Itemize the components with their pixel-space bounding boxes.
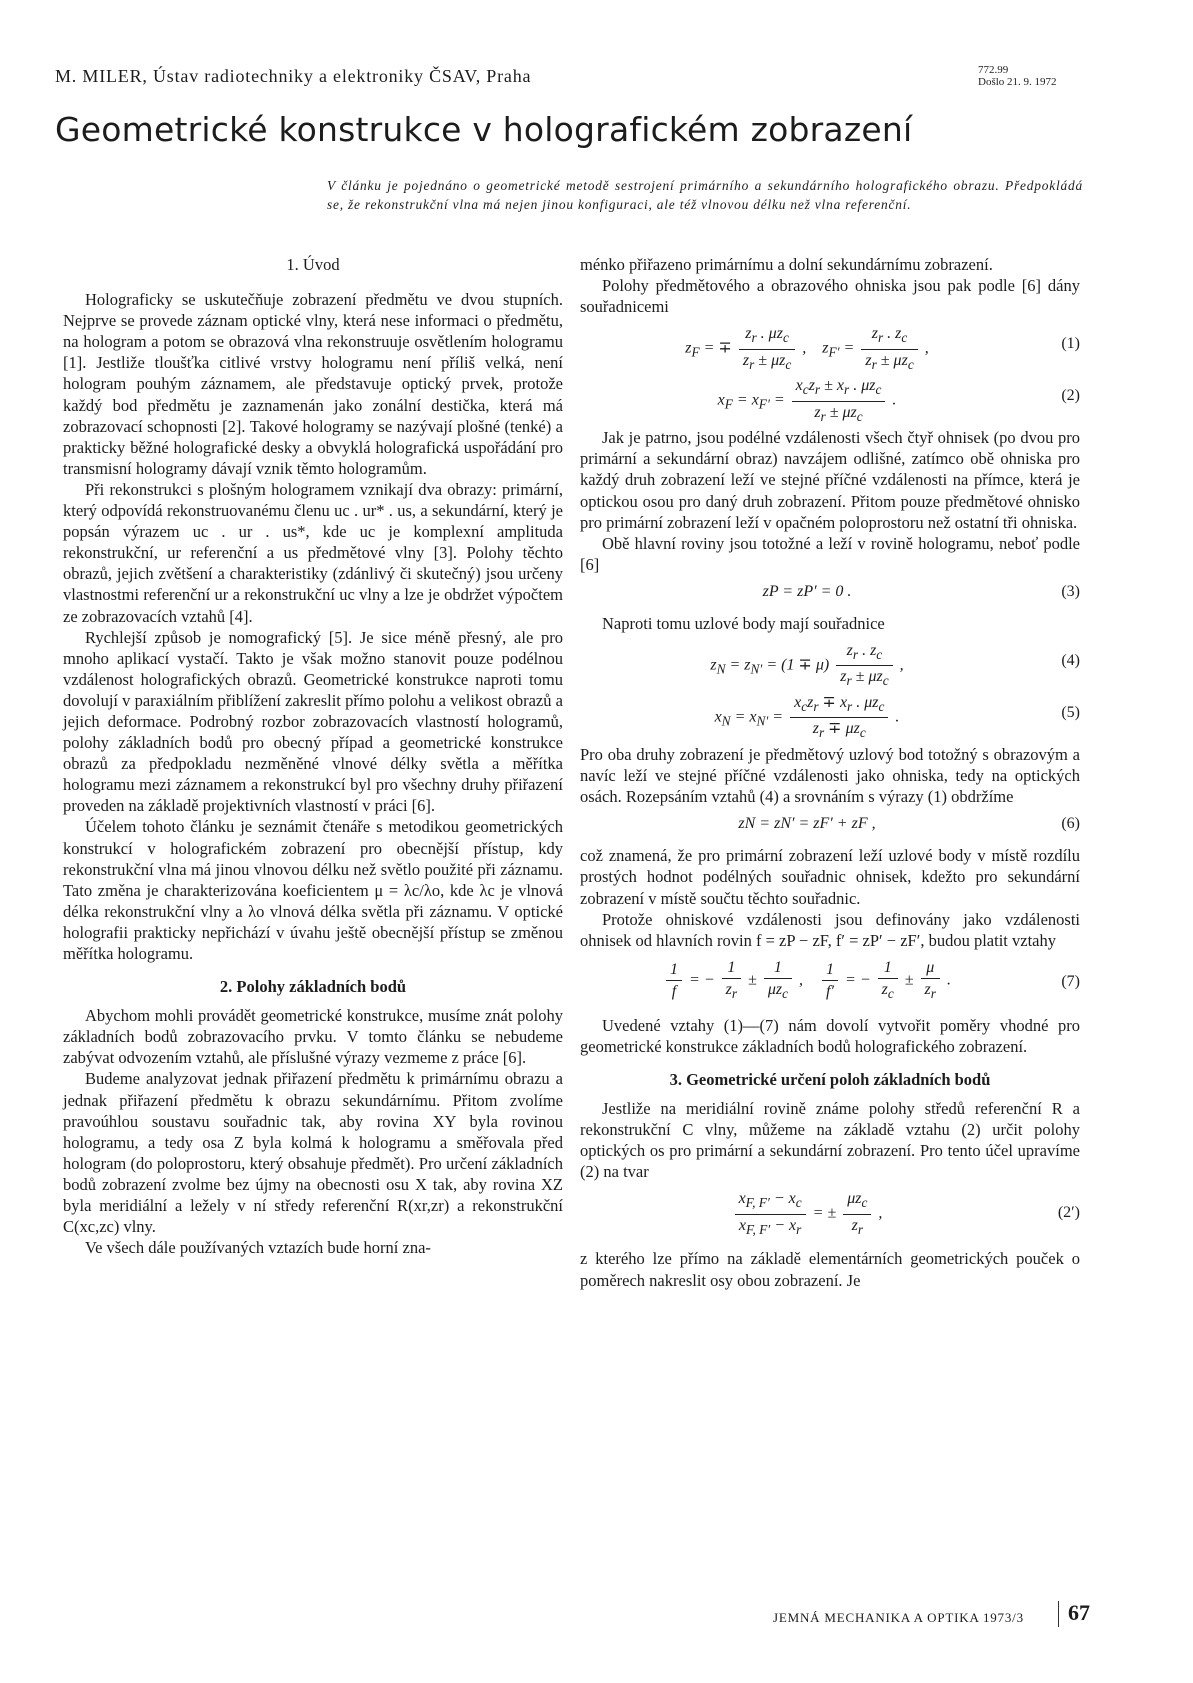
author-affiliation: M. MILER, Ústav radiotechniky a elektroniky ČSAV, Praha bbox=[55, 66, 532, 86]
abstract: V článku je pojednáno o geometrické metodě sestrojení primárního a sekundárního holografického obrazu. Předpokládá se, že rekonstrukční vlna má nejen jinou konfiguraci, ale též vlnovou délku než vlna referenční. bbox=[327, 178, 1083, 212]
equation-5: $x_N = x_{N'}$ = $\frac{x_cz_r \mp x_r . \mu z_c}{z_r \mp \mu z_c}$ . (5) bbox=[714, 694, 1080, 741]
equation-4: $z_N = z_{N'} = (1 \mp \mu)$ $\frac{z_r . z_c}{z_r \pm \mu z_c}$ , (4) bbox=[710, 642, 1080, 689]
paragraph: Účelem tohoto článku je seznámit čtenáře s metodikou geometrických konstrukcí v holografickém zobrazení pro obecnější přístup, kdy rekonstrukční vlna má jinou vlnovou délku než světlo použité při záznamu. Tato změna je charakterizována koeficientem μ = λc/λo, kde λc je vlnová délka rekonstrukční vlny a λo vlnová délka světla při záznamu. V optické holografii prakticky nepřichází v úvahu ještě obecnější přístup se změnou měřítka hologramu. bbox=[63, 817, 563, 963]
page-number: 67 bbox=[1068, 1600, 1090, 1625]
left-column bbox=[63, 254, 563, 1258]
right-column bbox=[580, 254, 1080, 1291]
equation-number: (5) bbox=[1061, 704, 1080, 722]
equation-7: $\frac{1}{f}$ = − $\frac{1}{z_r}$ ± $\frac{1}{\mu z_c}$ , $\frac{1}{f'}$ = − $\frac{1}{z_c}$ ± $\frac{\mu}{z_r}$ . (7) bbox=[580, 957, 1080, 1009]
equation-number: (1) bbox=[1061, 335, 1080, 353]
section-heading-intro: 1. Úvod bbox=[286, 255, 340, 274]
equation-number: (4) bbox=[1061, 652, 1080, 670]
paragraph: což znamená, že pro primární zobrazení leží uzlové body v místě rozdílu prostých hodnot podélných souřadnic ohnisek, kdežto pro sekundární zobrazení v místě součtu těchto souřadnic. bbox=[580, 846, 1080, 908]
equation-6 bbox=[580, 813, 1080, 839]
article-title: Geometrické konstrukce v holografickém zobrazení bbox=[55, 110, 913, 149]
paragraph: Uvedené vztahy (1)—(7) nám dovolí vytvořit poměry vhodné pro geometrické konstrukce základních bodů holografického zobrazení. bbox=[580, 1015, 1080, 1056]
equation-text: zN = zN′ = zF′ + zF , bbox=[738, 815, 876, 833]
equation-number: (7) bbox=[1061, 972, 1080, 990]
equation-2: $x_F = x_{F'}$ = $\frac{x_cz_r \pm x_r . \mu z_c}{z_r \pm \mu z_c}$ . (2) bbox=[717, 377, 1080, 424]
article-meta bbox=[978, 64, 1057, 88]
paragraph: z kterého lze přímo na základě elementárních geometrických pouček o poměrech nakreslit osy obou zobrazení. Je bbox=[580, 1249, 1080, 1290]
paragraph: Protože ohniskové vzdálenosti jsou definovány jako vzdálenosti ohnisek od hlavních rovin f = zP − zF, f′ = zP′ − zF′, budou platit vztahy bbox=[580, 909, 1080, 950]
paragraph: Holograficky se uskutečňuje zobrazení předmětu ve dvou stupních. Nejprve se provede záznam optické vlny, která nese informaci o předmětu, na hologram a potom se obrazová vlna rekonstruuje osvětlením hologramu [1]. Jestliže tloušťka citlivé vrstvy hologramu není příliš velká, není hologram pouhým záznamem, ale představuje optický prvek, protože každý bod předmětu je zaznamenán jako zonální destička, která má zobrazovací schopnosti [2]. Takové hologramy se nazývají plošné (tenké) a prakticky běžné holografické desky a obvyklá holografická uspořádání pro transmisní hologramy dávají vznik těmto hologramům. bbox=[63, 290, 563, 478]
paragraph: Naproti tomu uzlové body mají souřadnice bbox=[602, 613, 885, 633]
section-heading-geometric: 3. Geometrické určení poloh základních bodů bbox=[669, 1069, 991, 1089]
journal-footer: JEMNÁ MECHANIKA A OPTIKA 1973/3 bbox=[773, 1610, 1024, 1625]
equation-number: (3) bbox=[1061, 582, 1080, 600]
equation-number: (2′) bbox=[1057, 1204, 1080, 1222]
equation-number: (2) bbox=[1061, 387, 1080, 405]
paragraph: Rychlejší způsob je nomografický [5]. Je sice méně přesný, ale pro mnoho aplikací vystačí. Takto je však možno stanovit pouze podélnou vzdálenost holografických obrazů. Geometrické konstrukce naproti tomu dovolují v paraxiálním přiblížení zakreslit přímo polohu a velikost obrazů a jejich deformace. Podrobný rozbor zobrazovacích vlastností hologramů, polohy základních bodů pro obecný případ a geometrické konstrukce obrazů za předpokladu nezměněné vlnové délky světla a měřítka hologramu mezi záznamem a rekonstrukcí byl pro všechny druhy přiřazení proveden na základě projektivních vlastností v práci [6]. bbox=[63, 627, 563, 816]
footer-divider bbox=[1058, 1601, 1059, 1627]
equation-2-prime: $\frac{x_{F, F'} - x_c}{x_{F, F'} - x_r}$ = ± $\frac{\mu z_c}{z_r}$ , (2′) bbox=[580, 1188, 1080, 1242]
paragraph: Jestliže na meridiální rovině známe polohy středů referenční R a rekonstrukční C vlny, můžeme na základě vztahu (2) určit polohy optických os pro primární a sekundární zobrazení. Pro tento účel upravíme (2) na tvar bbox=[580, 1099, 1080, 1182]
paragraph: Budeme analyzovat jednak přiřazení předmětu k primárnímu obrazu a jednak přiřazení předmětu k obrazu sekundárnímu. Přitom zvolíme pravoúhlou soustavu souřadnic tak, aby rovina XY byla rovinou hologramu, a tedy osa Z byla kolmá k hologramu a směřovala před hologram (do poloprostoru, který obsahuje předmět). Pro určení základních bodů zobrazení zvolme bez újmy na obecnosti osu X tak, aby rovina XZ byla meridiální a ležely v ní středy referenční R(xr,zr) a rekonstrukční C(xc,zc) vlny. bbox=[63, 1069, 563, 1237]
paragraph: Abychom mohli provádět geometrické konstrukce, musíme znát polohy základních bodů zobrazovacího prvku. V tomto článku se nebudeme zabývat odvozením vztahů, ale příslušné výrazy vezmeme z práce [6]. bbox=[63, 1006, 563, 1068]
received-date: Došlo 21. 9. 1972 bbox=[978, 76, 1057, 88]
equation-1: $z_F$ = ∓ $\frac{z_r . \mu z_c}{z_r \pm \mu z_c}$ , $z_{F'}$ = $\frac{z_r . z_c}{z_r \pm \mu z_c}$ , (1) bbox=[685, 325, 1080, 372]
paragraph: Polohy předmětového a obrazového ohniska jsou pak podle [6] dány souřadnicemi bbox=[580, 276, 1080, 317]
paragraph: Při rekonstrukci s plošným hologramem vznikají dva obrazy: primární, který odpovídá rekonstruovanému členu uc . ur* . us, a sekundární, který je popsán výrazem uc . ur . us*, kde uc je komplexní amplituda rekonstrukční, ur referenční a us předmětové vlny [3]. Polohy těchto obrazů, jejich zvětšení a charakteristiky (zdánlivý či skutečný) jsou určeny vlastnostmi referenční ur a rekonstrukční uc vlny a lze je obdržet výpočtem ze zobrazovacích vztahů [4]. bbox=[63, 479, 563, 626]
paragraph: ménko přiřazeno primárnímu a dolní sekundárnímu zobrazení. bbox=[580, 255, 993, 274]
paragraph: Pro oba druhy zobrazení je předmětový uzlový bod totožný s obrazovým a navíc leží ve stejné příčné vzdálenosti jako ohniska, tedy na optických osách. Rozepsáním vztahů (4) a srovnáním s výrazy (1) obdržíme bbox=[580, 745, 1080, 807]
equation-number: (6) bbox=[1061, 815, 1080, 833]
equation-3 bbox=[580, 581, 1080, 607]
paragraph: Ve všech dále používaných vztazích bude horní zna- bbox=[85, 1238, 431, 1258]
equation-text: zP = zP′ = 0 . bbox=[762, 582, 852, 600]
paragraph: Obě hlavní roviny jsou totožné a leží v rovině hologramu, neboť podle [6] bbox=[580, 533, 1080, 574]
paragraph: Jak je patrno, jsou podélné vzdálenosti všech čtyř ohnisek (po dvou pro primární a sekundární obraz) navzájem odlišné, zatímco obě ohniska pro každý druh zobrazení leží ve stejné příčné vzdálenosti na přímce, která je optickou osou pro daný druh zobrazení. Přitom pouze předmětové ohnisko pro primární zobrazení leží v opačném poloprostoru než ostatní tři ohniska. bbox=[580, 428, 1080, 532]
classification-code: 772.99 bbox=[978, 64, 1009, 76]
section-heading-positions: 2. Polohy základních bodů bbox=[219, 977, 407, 997]
